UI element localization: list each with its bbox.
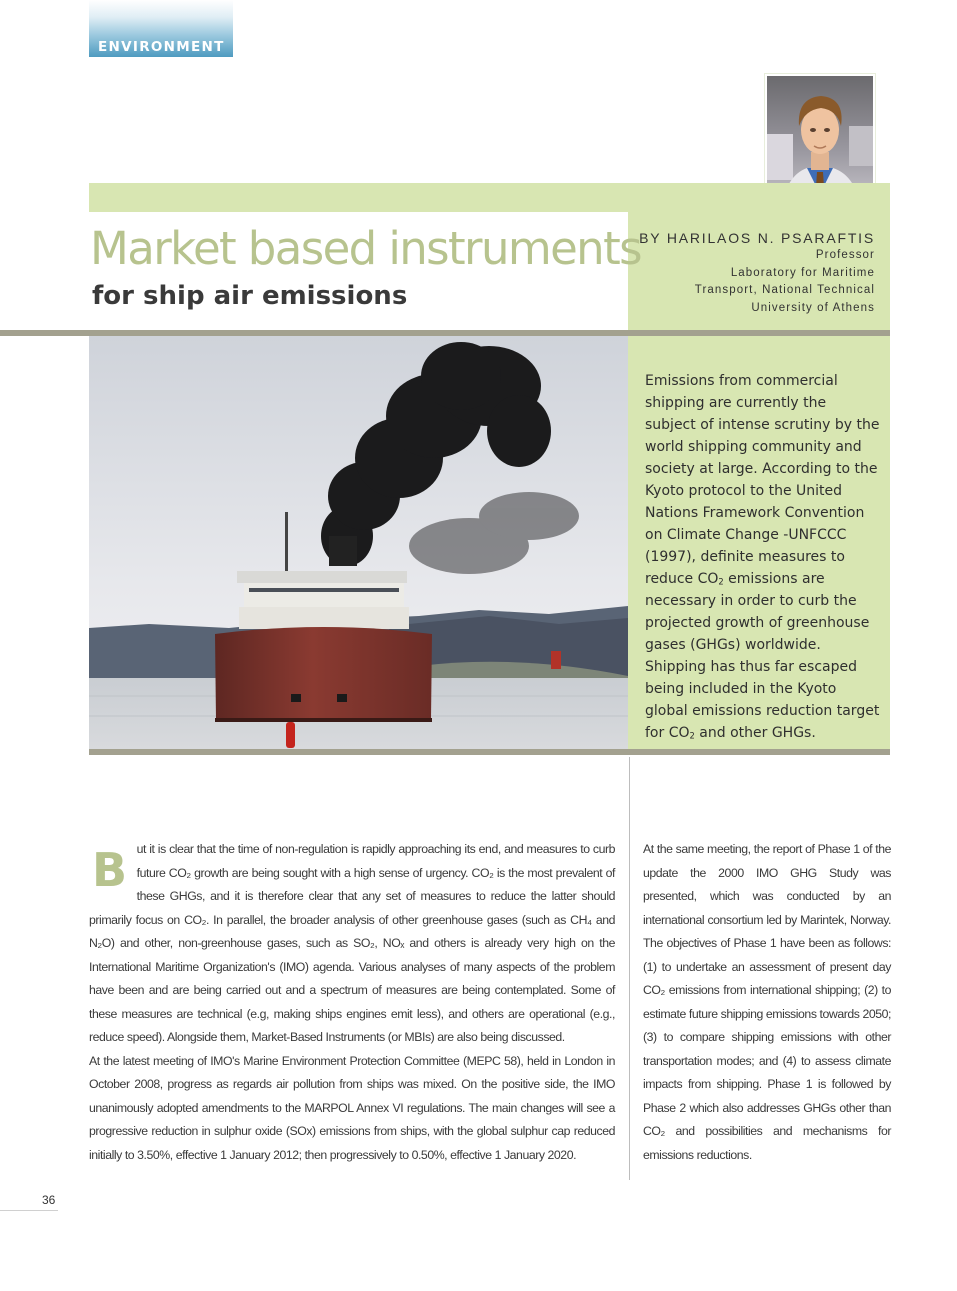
body-paragraph: At the latest meeting of IMO's Marine Environment Protection Committee (MEPC 58), held in London in October 2008, progress as regards air pollution from ships was mixed. On the positive side, the IMO unanimously adopted amendments to the MARPOL Annex VI regulations. The main changes will see a progressive reduction in sulphur oxide (SOx) emissions from ships, with the global sulphur cap reduced initially to 3.50%, effective 1 January 2012; then progressively to 0.50%, effective 1 January 2020. bbox=[89, 1053, 615, 1162]
author-affiliation-line: University of Athens bbox=[751, 301, 875, 314]
ship-smoke-illustration bbox=[89, 336, 628, 749]
author-name: BY HARILAOS N. PSARAFTIS bbox=[639, 230, 875, 246]
page-number-rule bbox=[0, 1210, 58, 1211]
body-column-right: At the same meeting, the report of Phase 1 of the update the 2000 IMO GHG Study was presented, which was conducted by an international consortium led by Marintek, Norway. The objectives of Phase 1 have been as follows: (1) to undertake an assessment of present day CO₂ emissions from international shipping; (2) to estimate future shipping emissions towards 2050; (3) to compare shipping emissions with other transportation modes; and (4) to assess climate impacts from shipping. Phase 1 is followed by Phase 2 which also addresses GHGs other than CO₂ and possibilities and mechanisms for emissions reductions. bbox=[643, 842, 891, 1162]
section-label: ENVIRONMENT bbox=[98, 39, 225, 55]
article-subtitle: for ship air emissions bbox=[92, 281, 408, 311]
abstract-text: Emissions from commercial shipping are currently the subject of intense scrutiny by the world shipping community and society at large. According to the Kyoto protocol to the United Nations Framework Convention on Climate Change -UNFCCC (1997), definite measures to reduce $CO_2$ emissions are necessary in order to curb the projected growth of greenhouse gases (GHGs) worldwide. Shipping has thus far escaped being included in the Kyoto global emissions reduction target for $CO_2$ and other GHGs. bbox=[645, 373, 880, 741]
photo-rule bbox=[89, 749, 890, 755]
ship-photo bbox=[89, 336, 628, 749]
page-number: 36 bbox=[42, 1193, 56, 1207]
author-affiliation-line: Professor bbox=[815, 249, 875, 261]
article-title: Market based instruments bbox=[90, 222, 641, 275]
body-paragraph: But it is clear that the time of non-regulation is rapidly approaching its end, and measures to curb future CO₂ growth are being sought with a high sense of urgency. CO₂ is the most prevalent of these GHGs, and it is therefore clear that any set of measures to reduce the latter should primarily focus on CO₂. In parallel, the broader analysis of other greenhouse gases (such as CH₄ and N₂O) and other, non-greenhouse gases, such as SO₂, NOₓ and others is already very high on the International Maritime Organization's (IMO) agenda. Various analyses of many aspects of the problem have been and are being carried out and a spectrum of measures are being contemplated. Some of these measures are technical (e.g, making ships engines emit less), and others are operational (e.g., reduce speed). Alongside them, Market-Based Instruments (or MBIs) are also being discussed. bbox=[89, 842, 615, 1044]
body-column-left bbox=[89, 838, 615, 1167]
section-tab bbox=[89, 0, 233, 57]
column-divider bbox=[629, 757, 630, 1180]
drop-cap: B bbox=[92, 843, 127, 897]
header-accent-band bbox=[89, 183, 890, 212]
author-affiliation-line: Laboratory for Maritime bbox=[730, 266, 875, 279]
author-affiliation-line: Transport, National Technical bbox=[694, 284, 875, 296]
author-byline bbox=[639, 229, 875, 317]
